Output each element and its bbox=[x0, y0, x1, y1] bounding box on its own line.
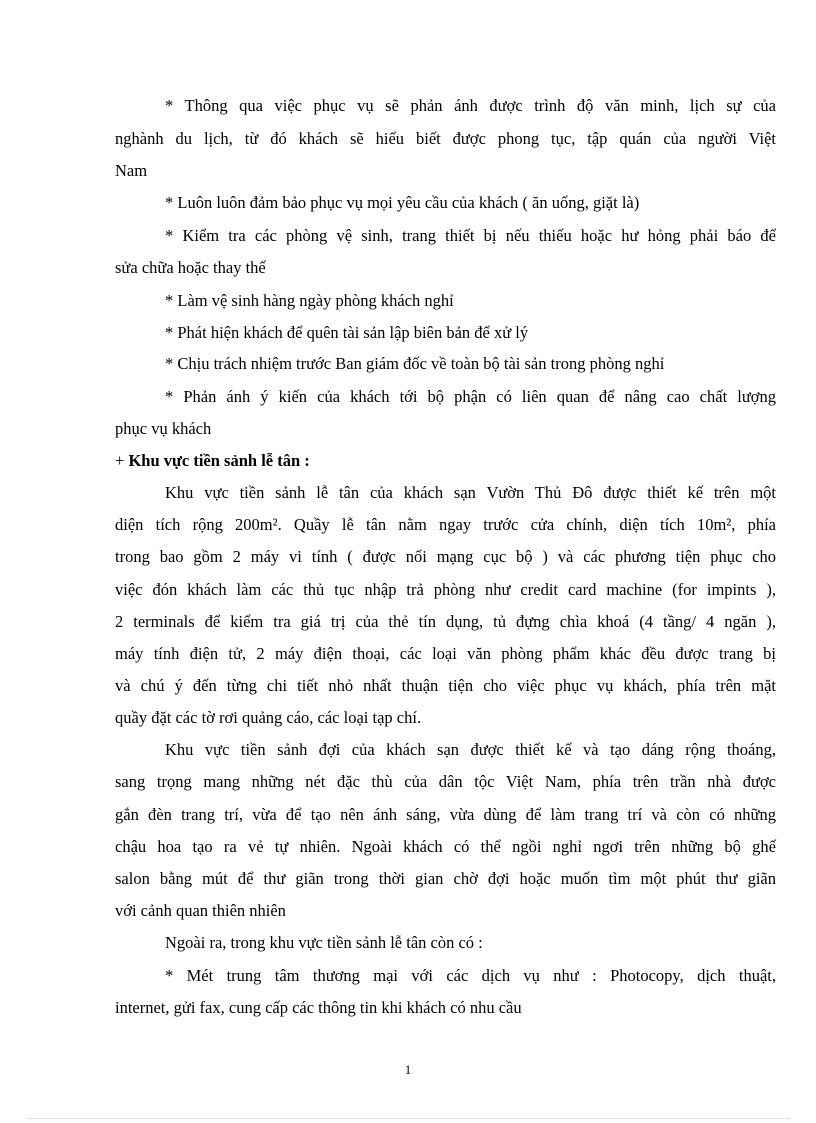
paragraph-line: Khu vực tiền sảnh lễ tân của khách sạn Vườn Thủ Đô được thiết kế trên một bbox=[165, 483, 776, 502]
heading-text: Khu vực tiền sảnh lễ tân : bbox=[128, 451, 310, 470]
heading-prefix: + bbox=[115, 451, 129, 470]
bullet-line: * Phản ánh ý kiến của khách tới bộ phận có liên quan để nâng cao chất lượng bbox=[165, 387, 776, 406]
text-line: sửa chữa hoặc thay thế bbox=[115, 258, 266, 277]
text-line: phục vụ khách bbox=[115, 419, 212, 438]
paragraph-line: salon bằng mút để thư giãn trong thời gian chờ đợi hoặc muốn tìm một phút thư giãn bbox=[115, 869, 776, 888]
section-heading bbox=[115, 450, 776, 472]
paragraph-line: việc đón khách làm các thủ tục nhập trả phòng như credit card machine (for impints ), bbox=[115, 580, 776, 599]
bullet-line: * Làm vệ sinh hàng ngày phòng khách nghỉ bbox=[165, 291, 454, 310]
paragraph-line: máy tính điện tử, 2 máy điện thoại, các loại văn phòng phẩm khác đều được trang bị bbox=[115, 644, 776, 663]
paragraph-line: 2 terminals để kiểm tra giá trị của thẻ tín dụng, tủ đựng chìa khoá (4 tầng/ 4 ngăn ), bbox=[115, 612, 776, 631]
paragraph-line: quầy đặt các tờ rơi quảng cáo, các loại tạp chí. bbox=[115, 708, 422, 727]
paragraph-line: sang trọng mang những nét đặc thù của dân tộc Việt Nam, phía trên trần nhà được bbox=[115, 772, 776, 791]
paragraph-line: diện tích rộng 200m². Quầy lễ tân nằm ngay trước cửa chính, diện tích 10m², phía bbox=[115, 515, 776, 534]
page-bottom-divider bbox=[28, 1118, 790, 1119]
paragraph-line: Ngoài ra, trong khu vực tiền sảnh lễ tân còn có : bbox=[165, 933, 483, 952]
paragraph-line: gắn đèn trang trí, vừa để tạo nên ánh sáng, vừa dùng để làm trang trí và còn có những bbox=[115, 805, 776, 824]
bullet-line: * Mét trung tâm thương mại với các dịch vụ như : Photocopy, dịch thuật, bbox=[165, 966, 776, 985]
paragraph-line: Khu vực tiền sảnh đợi của khách sạn được thiết kế và tạo dáng rộng thoáng, bbox=[165, 740, 776, 759]
bullet-line: * Phát hiện khách để quên tài sản lập biên bản để xử lý bbox=[165, 323, 529, 342]
paragraph-line: chậu hoa tạo ra vẻ tự nhiên. Ngoài khách có thể ngồi nghỉ ngơi trên những bộ ghế bbox=[115, 837, 776, 856]
bullet-line: * Chịu trách nhiệm trước Ban giám đốc về toàn bộ tài sản trong phòng nghỉ bbox=[165, 354, 665, 373]
bullet-line: * Kiểm tra các phòng vệ sinh, trang thiết bị nếu thiếu hoặc hư hỏng phải báo để bbox=[165, 226, 776, 245]
text-line: Nam bbox=[115, 161, 148, 180]
bullet-line: * Luôn luôn đảm bảo phục vụ mọi yêu cầu của khách ( ăn uống, giặt là) bbox=[165, 193, 640, 212]
paragraph-line: với cảnh quan thiên nhiên bbox=[115, 901, 286, 920]
paragraph-line: trong bao gồm 2 máy vi tính ( được nối mạng cục bộ ) và các phương tiện phục cho bbox=[115, 547, 776, 566]
text-line: internet, gửi fax, cung cấp các thông tin khi khách có nhu cầu bbox=[115, 998, 522, 1017]
paragraph-line: và chú ý đến từng chi tiết nhỏ nhất thuận tiện cho việc phục vụ khách, phía trên mặt bbox=[115, 676, 776, 695]
page-number: 1 bbox=[404, 1062, 412, 1077]
text-line: nghành du lịch, từ đó khách sẽ hiểu biết được phong tục, tập quán của người Việt bbox=[115, 129, 776, 148]
bullet-line: * Thông qua việc phục vụ sẽ phản ánh được trình độ văn minh, lịch sự của bbox=[165, 96, 776, 115]
